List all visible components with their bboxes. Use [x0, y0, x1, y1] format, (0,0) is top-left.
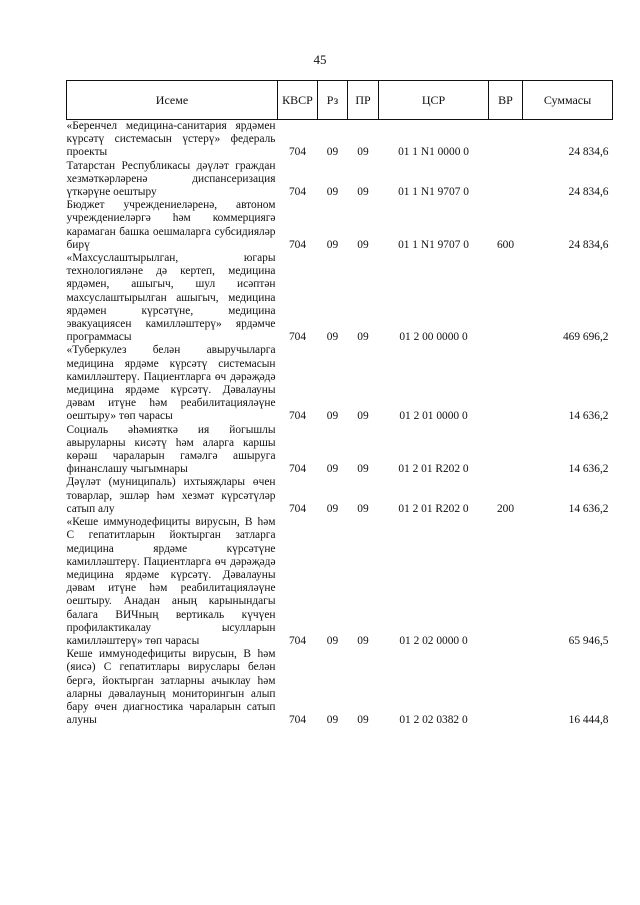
row-vr: 600 — [496, 238, 515, 251]
row-pr: 09 — [357, 146, 369, 159]
row-rz: 09 — [326, 502, 339, 515]
row-rz: 09 — [326, 146, 339, 159]
row-pr: 09 — [357, 714, 369, 727]
row-kvsr: 704 — [288, 238, 307, 251]
row-rz: 09 — [326, 186, 339, 199]
row-kvsr: 704 — [288, 186, 307, 199]
row-name: Татарстан Республикасы дәүләт граждан хезмәткәрләренә диспансеризация үткәрүне оештыру — [66, 159, 276, 199]
header-sum: Суммасы — [523, 81, 613, 120]
table-row — [67, 160, 613, 200]
page-number: 45 — [313, 52, 327, 67]
row-csr: 01 1 N1 9707 0 — [398, 186, 469, 199]
row-name: Бюджет учреждениеләренә, автоном учреждениеләргә һәм коммерциягә карамаган башка оешмаларга субсидияләр бирү — [66, 199, 276, 251]
row-name: «Туберкулез белән авыручыларга медицина ярдәме күрсәтү системасын камилләштерү. Пациентларга өч дәрәҗәдә медицина ярдәме күрсәтү. Дәвалауны дәвам итүне һәм реабилитацияләүне оештыру» төп чарасы — [66, 344, 276, 423]
row-sum: 24 834,6 — [568, 146, 609, 159]
row-csr: 01 2 01 R202 0 — [398, 463, 469, 476]
row-csr: 01 1 N1 9707 0 — [398, 238, 469, 251]
table-row — [67, 516, 613, 648]
row-csr: 01 2 02 0382 0 — [399, 714, 468, 727]
row-csr: 01 1 N1 0000 0 — [398, 146, 469, 159]
row-pr: 09 — [357, 238, 369, 251]
row-name: Дәүләт (муниципаль) ихтыяҗлары өчен товарлар, эшләр һәм хезмәт күрсәтүләр сатып алу — [66, 476, 276, 515]
table-row — [67, 120, 613, 160]
row-kvsr: 704 — [288, 410, 307, 423]
row-sum: 469 696,2 — [562, 331, 609, 344]
row-kvsr: 704 — [288, 331, 307, 344]
row-vr — [489, 120, 523, 160]
header-rz: Рз — [318, 81, 348, 120]
header-kvsr: КВСР — [278, 81, 318, 120]
row-vr — [489, 252, 523, 344]
row-pr: 09 — [357, 331, 369, 344]
header-csr: ЦСР — [379, 81, 489, 120]
row-rz: 09 — [326, 634, 339, 647]
row-name: «Кеше иммунодефициты вирусын, В һәм С гепатитларын йоктырган затларга медицина ярдәме күрсәтүне камилләштерү. Пациентларга өч дәрәҗәдә медицина ярдәме күрсәтү. Дәвалауны дәвам итүне һәм реабилитацияләүне оештыру. Анадан аның карынындагы балага ВИЧның вертикаль күчүен профилактикалау ысулларын камилләштерү» төп чарасы — [66, 516, 276, 647]
row-name: Кеше иммунодефициты вирусын, В һәм (яисә) С гепатитлары вируслары белән бергә, йоктырган затларны ачыклау һәм аларны дәвалауның мониторингын алып бару өчен диагностика чараларын сатып алуны — [66, 648, 276, 727]
table-row — [67, 476, 613, 516]
row-csr: 01 2 00 0000 0 — [399, 331, 468, 344]
row-name: «Беренчел медицина-санитария ярдәмен күрсәтү системасын үстерү» федераль проекты — [66, 120, 276, 159]
row-vr — [489, 160, 523, 200]
row-pr: 09 — [357, 634, 369, 647]
row-sum: 14 636,2 — [568, 410, 609, 423]
table-row — [67, 648, 613, 727]
row-rz: 09 — [326, 331, 339, 344]
table-row — [67, 199, 613, 252]
row-csr: 01 2 01 R202 0 — [398, 502, 469, 515]
table-header — [67, 81, 613, 120]
row-pr: 09 — [357, 410, 369, 423]
row-name: Социаль әһәмияткә ия йогышлы авыруларны кисәтү һәм аларга каршы көрәш чараларын гамәлгә ашыруга финанслашу чыгымнары — [66, 423, 276, 476]
row-rz: 09 — [326, 463, 339, 476]
row-sum: 24 834,6 — [568, 186, 609, 199]
row-kvsr: 704 — [288, 502, 307, 515]
row-name: «Махсуслаштырылган, югары технологияләне дә кертеп, медицина ярдәмен, ашыгыч, шул исәптән махсуслаштырылган ашыгыч, медицина ярдәмен күрсәтүне, медицина эвакуациясен камилләштерү» ярдәмче программасы — [66, 252, 276, 344]
header-name: Исеме — [67, 81, 278, 120]
row-vr — [489, 648, 523, 727]
budget-table — [66, 80, 613, 727]
row-kvsr: 704 — [288, 634, 307, 647]
row-vr — [489, 516, 523, 648]
row-vr — [489, 344, 523, 423]
row-sum: 16 444,8 — [568, 714, 609, 727]
row-kvsr: 704 — [288, 714, 307, 727]
row-rz: 09 — [326, 238, 339, 251]
row-rz: 09 — [326, 714, 339, 727]
row-sum: 24 834,6 — [568, 238, 609, 251]
row-rz: 09 — [326, 410, 339, 423]
row-pr: 09 — [357, 186, 369, 199]
row-csr: 01 2 02 0000 0 — [399, 634, 468, 647]
table-body — [67, 120, 613, 728]
table-row — [67, 252, 613, 344]
row-sum: 14 636,2 — [568, 463, 609, 476]
row-sum: 65 946,5 — [568, 634, 609, 647]
table-row — [67, 344, 613, 423]
row-pr: 09 — [357, 502, 369, 515]
header-pr: ПР — [348, 81, 379, 120]
row-pr: 09 — [357, 463, 369, 476]
header-vr: ВР — [489, 81, 523, 120]
table-row — [67, 424, 613, 477]
row-kvsr: 704 — [288, 463, 307, 476]
row-csr: 01 2 01 0000 0 — [399, 410, 468, 423]
row-vr — [489, 424, 523, 477]
row-kvsr: 704 — [288, 146, 307, 159]
row-vr: 200 — [496, 502, 515, 515]
row-sum: 14 636,2 — [568, 502, 609, 515]
